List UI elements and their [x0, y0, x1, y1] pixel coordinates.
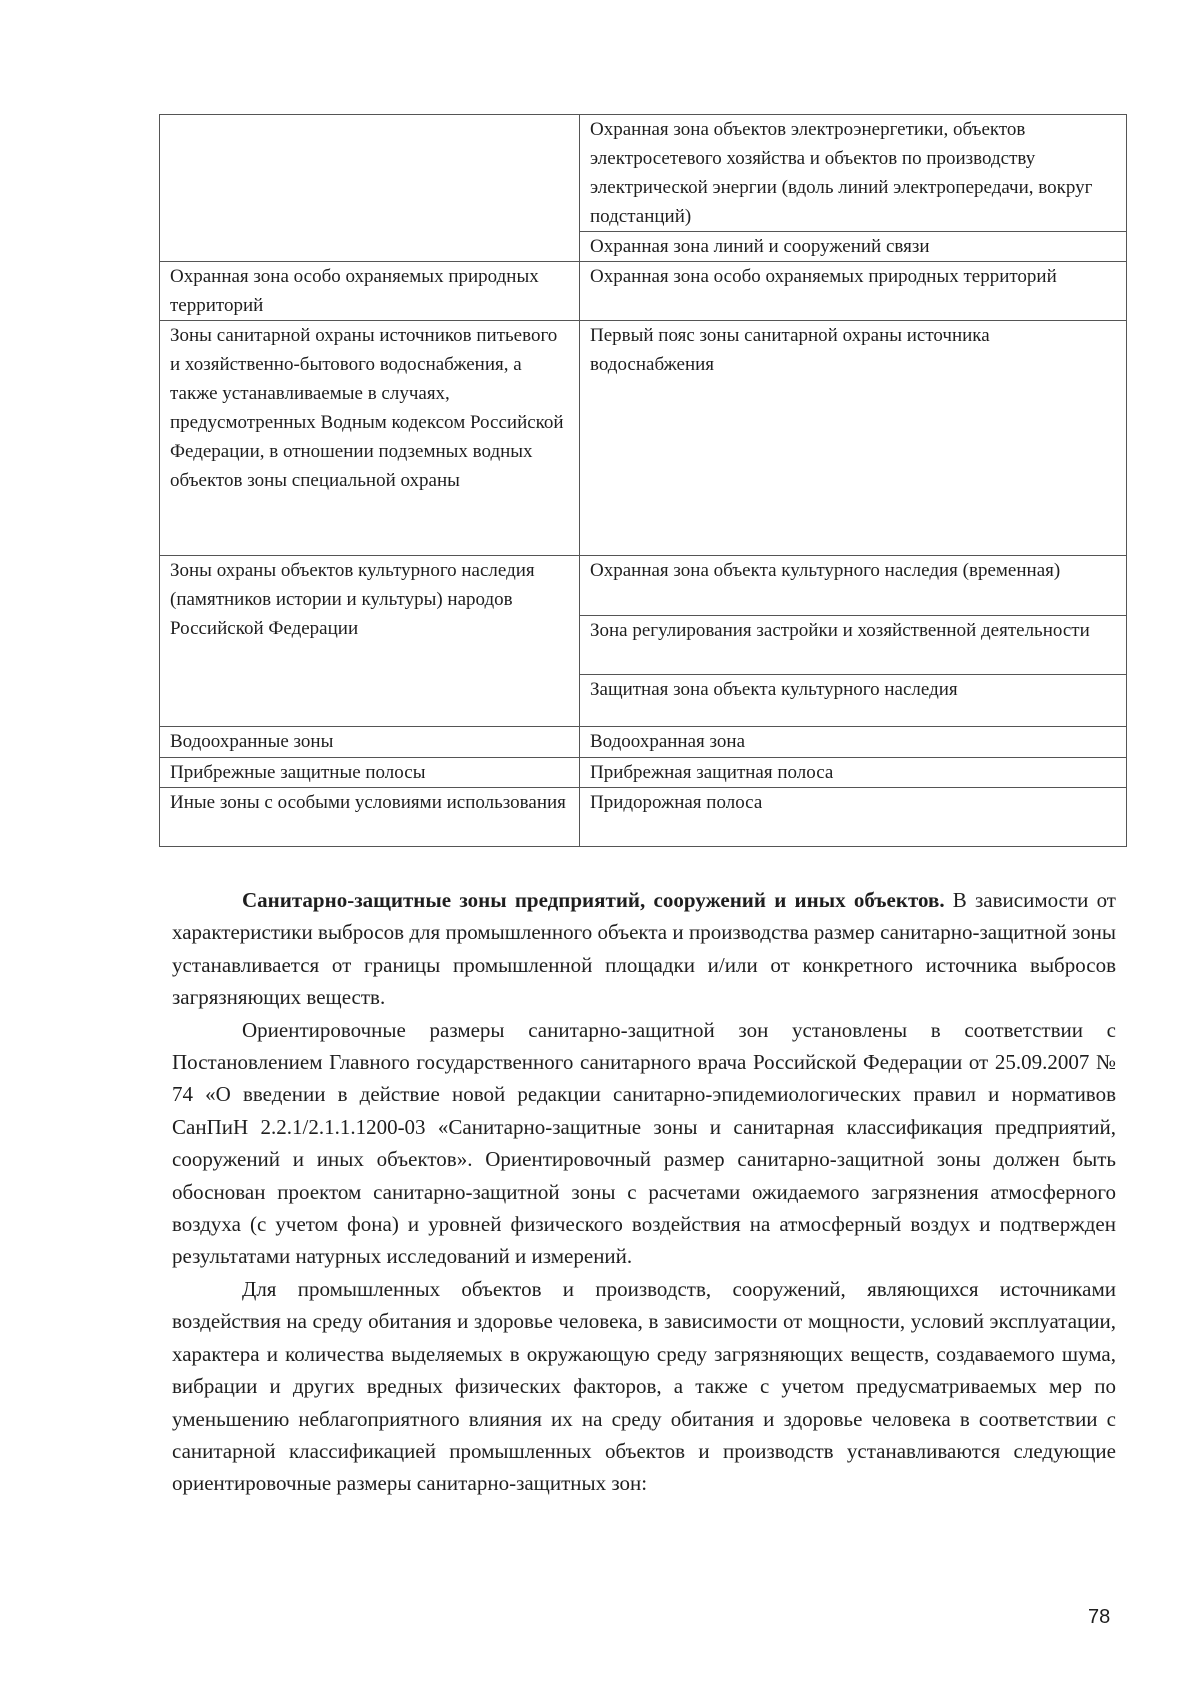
paragraph-heading: Санитарно-защитные зоны предприятий, сооружений и иных объектов.	[242, 888, 945, 912]
paragraph: Для промышленных объектов и производств, сооружений, являющихся источниками воздействия на среду обитания и здоровье человека, в зависимости от мощности, условий эксплуатации, характера и количества выделяемых в окружающую среду загрязняющих веществ, создаваемого шума, вибрации и других вредных физических факторов, а также с учетом предусматриваемых мер по уменьшению неблагоприятного влияния их на среду обитания и здоровье человека в соответствии с санитарной классификацией промышленных объектов и производств устанавливаются следующие ориентировочные размеры санитарно-защитных зон:	[172, 1276, 1116, 1496]
table-cell: Зоны санитарной охраны источников питьевого и хозяйственно-бытового водоснабжения, а также устанавливаемые в случаях, предусмотренных Водным кодексом Российской Федерации, в отношении подземных водных объектов зоны специальной охраны	[160, 321, 580, 556]
body-text	[172, 884, 1116, 1500]
table-cell-empty	[160, 115, 580, 262]
paragraph	[172, 884, 1116, 1014]
table-row	[160, 262, 1127, 321]
table-cell: Охранная зона особо охраняемых природных территорий	[160, 262, 580, 321]
table-cell: Охранная зона особо охраняемых природных территорий	[580, 262, 1127, 321]
table-row	[160, 788, 1127, 847]
table-cell: Первый пояс зоны санитарной охраны источника водоснабжения	[580, 321, 1127, 556]
page-number: 78	[1088, 1606, 1111, 1628]
table-cell: Придорожная полоса	[580, 788, 1127, 847]
zones-table	[159, 114, 1127, 847]
table-row	[160, 321, 1127, 556]
table-cell: Иные зоны с особыми условиями использования	[160, 788, 580, 847]
table-row	[160, 727, 1127, 758]
table-row	[160, 556, 1127, 616]
table-cell: Охранная зона линий и сооружений связи	[580, 232, 1127, 262]
table-cell: Зоны охраны объектов культурного наследия (памятников истории и культуры) народов Российской Федерации	[160, 556, 580, 727]
table-cell: Охранная зона объекта культурного наследия (временная)	[580, 556, 1127, 616]
table-cell: Водоохранная зона	[580, 727, 1127, 758]
table-row	[160, 115, 1127, 232]
table-cell: Прибрежные защитные полосы	[160, 758, 580, 788]
table-cell: Водоохранные зоны	[160, 727, 580, 758]
paragraph-text: В зависимости от характеристики выбросов для промышленного объекта и производства размер санитарно-защитной зоны устанавливается от границы промышленной площадки и/или от конкретного источника выбросов загрязняющих веществ.	[172, 888, 1116, 1010]
table-cell: Прибрежная защитная полоса	[580, 758, 1127, 788]
table-cell: Охранная зона объектов электроэнергетики, объектов электросетевого хозяйства и объектов по производству электрической энергии (вдоль линий электропередачи, вокруг подстанций)	[580, 115, 1127, 232]
paragraph: Ориентировочные размеры санитарно-защитной зон установлены в соответствии с Постановлением Главного государственного санитарного врача Российской Федерации от 25.09.2007 № 74 «О введении в действие новой редакции санитарно-эпидемиологических правил и нормативов СанПиН 2.2.1/2.1.1.1200-03 «Санитарно-защитные зоны и санитарная классификация предприятий, сооружений и иных объектов». Ориентировочный размер санитарно-защитной зоны должен быть обоснован проектом санитарно-защитной зоны с расчетами ожидаемого загрязнения атмосферного воздуха (с учетом фона) и уровней физического воздействия на атмосферный воздух и подтвержден результатами натурных исследований и измерений.	[172, 1017, 1116, 1269]
table-cell: Защитная зона объекта культурного наследия	[580, 675, 1127, 727]
table-cell: Зона регулирования застройки и хозяйственной деятельности	[580, 616, 1127, 675]
table-row	[160, 758, 1127, 788]
